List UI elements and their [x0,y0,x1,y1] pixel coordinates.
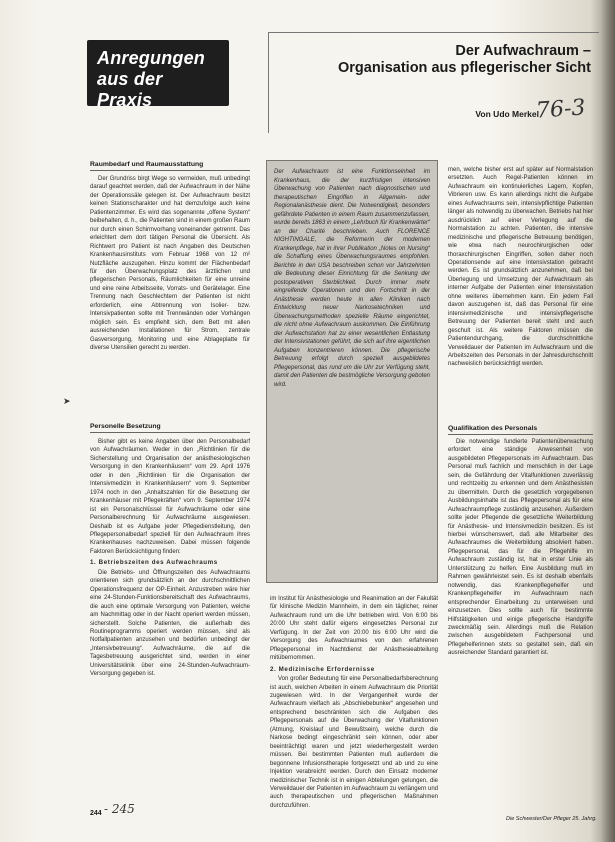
text-column-2 [270,595,438,810]
author-line: Von Udo Merkel [475,109,539,119]
section-badge [87,40,229,110]
divider [448,434,593,435]
punch-mark-icon: ➤ [63,396,71,406]
paragraph: Von großer Bedeutung für eine Personalbedarfsberechnung ist auch, welchen Arbeiten in einem Aufwachraum die Priorität zugewiesen wird. In der Vergangenheit wurde der Aufwachraum vielfach als „Abschiebebunker“ angesehen und entsprechend beschränkten sich die Aufgaben des Pflegepersonals auf die Überwachung der Vitalfunktionen (Atmung, Kreislauf und Bewußtsein), welche durch die Narkose bedingt eingeschränkt sein können, oder aber beeinträchtigt waren und jetzt wiederhergestellt werden müssen. Bei bestimmten Patienten muß außerdem die begonnene Infusionstherapie fortgesetzt und ab und zu eine Injektion verabreicht werden. Durch den Einsatz moderner medizinischer Technik ist in einigen Abteilungen gelungen, die Verweildauer der Patienten im Aufwachraum zu verlängern und auch therapeutischen und pflegerischen Maßnahmen durchzuführen. [270,676,438,809]
badge-line-2: aus der Praxis [97,69,163,110]
paragraph: Bisher gibt es keine Angaben über den Personalbedarf von Aufwachräumen. Weder in den „Richtlinien für die Sicherstellung und Organisation der anästhesiologischen Versorgung in den Krankenhäusern“ vom 29. April 1976 oder in den „Richtlinien für die Organisation der Intensivmedizin in Krankenhäusern“ vom 9. September 1974 noch in den „Anhaltszahlen für die Besetzung der Krankenhäuser mit Pflegekräften“ vom 9. September 1974 ist ein Personalschlüssel für Aufwachräume oder eine Personalberechnung für Aufwachräume ausgewiesen. Deshalb ist es Aufgabe jeder Pflegedienstleitung, den Pflegepersonalbedarf speziell für den Aufwachraum ihres Krankenhauses nachzuweisen. Dabei müssen folgende Faktoren Berücksichtigung finden: [90,439,250,555]
heading-personelle-besetzung: Personelle Besetzung [90,423,161,430]
text-column-3 [448,166,593,369]
paragraph: men, welche bisher erst auf später auf Normalstation ersetzten. Auch Regel-Patienten können im Aufwachraum ein kontinuierliches Lagern, Kopfen, Vibrieren usw. Es kann allerdings nicht die Aufgabe eines Aufwachraums sein, intensivpflichtige Patienten länger als notwendig zu überwachen. Betriebs hat hier ausdrücklich auf einer Verlegung auf die Normalstation zu achten. Patienten, die intensive medizinische und pflegerische Betreuung benötigen, wie etwa nach neurochirurgischen oder thoraxchirurgischen Eingriffen, sollen daher noch Operationsende auf eine Intensivstation gebracht werden. Es ist grundsätzlich anzunehmen, daß bei Überlegung und Umsetzung der Aufwachraum als interner Aufgabe der Patienten einer Intensivstation ohne weiteres übernehmen kann. Ein jedem Fall davon auszugehen ist, daß das Personal für eine intensivmedizinische und intensivpflegerische Betreuung der Patienten bereit steht und auch geschult ist. Als weitere Faktoren müssen die Patientendurchgang, die durchschnittliche Verweildauer der Patienten im Aufwachraum und die Arbeitszeiten des Personals in der Jahresdurchschnitt nachweislich berücksichtigt werden. [448,167,593,368]
divider [90,432,250,433]
subheading-medizinische-erfordernisse: 2. Medizinische Erfordernisse [270,665,375,673]
page-edge-shadow [601,0,615,842]
paragraph: Die notwendige fundierte Patientenüberwachung erfordert eine ständige Anwesenheit von ausgebildeten Pflegepersonals im Aufwachraum. Das Personal muß fachlich und menschlich in der Lage sein, die Gefährdung der Vitalfunktionen zuverlässig und rechtzeitig zu erkennen und dem Anästhesisten zu übermitteln. Durch die gesetzlich vorgegebenen Ausbildungsinhalte ist das Pflegepersonal als für eine Aufwachraumpflege zuständig anzusehen. Außerdem sollte jeder Pflegende die gesetzliche Weiterbildung für Anästhesie- und Intensivmedizin besitzen. Es ist hierbei wünschenswert, daß alle Mitarbeiter des Aufwachraumes die Weiterbildung absolviert haben. Pflegepersonal, das für die Pflegehilfe im Aufwachraum zuständig ist, hat in erster Linie als Unterstützung zu helfen. Eine Ausbildung muß im Rahmen gewährleistet sein. Es ist deshalb ebenfalls notwendig, das Krankenpflegehelfer und Krankenpflegehelfer im Aufwachraum nach entsprechender Einarbeitung zu unterweisen und einzusetzen. Dies sollte auch für bestimmte Hilfstätigkeiten und einige pflegerische Handgriffe zweckmäßig sein. Allerdings muß die Relation zwischen ausgebildetem Fachpersonal und Pflegehelferinnen stets so gestaltet sein, daß ein ausreichender Standard garantiert ist. [448,439,593,657]
heading-qualifikation: Qualifikation des Personals [448,425,538,432]
subheading-betriebszeiten: 1. Betriebszeiten des Aufwachraums [90,559,218,567]
title-line-2: Organisation aus pflegerischer Sicht [337,60,591,76]
divider [90,170,250,171]
intro-text: Der Aufwachraum ist eine Funktionseinheit im Krankenhaus, die der kurzfristigen intensiven Überwachung von Patienten nach diagnostischen und therapeutischen Eingriffen in Allgemein- oder Regionalanästhesie dient. Die Notwendigkeit, besonders gefährdete Patienten in einem Raum zusammenzufassen, wurde bereits 1863 in einem „Lehrbuch für Krankenwärter“ an der Charité beschrieben. Auch FLORENCE NIGHTINGALE, die Reformerin der modernen Krankenpflege, hat in ihrer Publikation „Notes on Nursing“ die Schaffung eines Überwachungsraumes empfohlen. Berichte in den USA beschreiben schon vor Jahrzehnten die Bedeutung dieser Einrichtung für die Senkung der postoperativen Sterblichkeit. Durch immer mehr eingreifende Operationen und den Fortschritt in der Anästhesie werden heute in allen Kliniken nach Entwicklung neuer Narkosetechniken und Überwachungsmethoden spezielle Räume eingerichtet, die nicht ohne Aufwachraum auskommen. Die Einführung der Aufwachstation hat zu einer wesentlichen Entlastung der Intensivstationen geführt, die sich auf ihre eigentlichen Aufgaben konzentrieren können. Die pflegerische Betreuung erfolgt durch speziell ausgebildetes Pflegepersonal, das rund um die Uhr zur Verfügung steht, damit den Patienten die bestmögliche Versorgung geboten wird. [274,169,430,388]
title-line-1: Der Aufwachraum – [455,43,591,59]
heading-raumbedarf: Raumbedarf und Raumausstattung [90,161,204,168]
text-raumbedarf [90,175,250,353]
paragraph: Der Grundriss birgt Wege so vermeiden, muß unbedingt darauf geachtet werden, daß der Aufwachraum in der Nähe der Operationssäle gelegen ist. Der Aufwachraum besitzt keinen Stationscharakter und hat demzufolge auch keine Patientenzimmer. Es wird das sogenannte „offene System“ beibehalten, d. h., die Patienten sind in einem großen Raum nur durch einen Schirmvorhang voneinander getrennt. Das erleichtert dem dort tätigen Personal die Übersicht. Als Richtwert pro Patient ist nach Angaben des Deutschen Krankenhausinstituts vom Februar 1968 von 12 m² Nutzfläche auszugehen. Hinzu kommt der Flächenbedarf für den Überwachungsplatz des ärztlichen und pflegerischen Personals, Räumlichkeiten für eine unreine und eine reine Arbeitsseite, Vorrats- und Gerätelager. Eine Trennung nach Geschlechtern der Patienten ist nicht erforderlich, eine Abtrennung von Isolier- bzw. Intensivpatienten sollte mit Trennwänden oder Vorhängen möglich sein. Es empfiehlt sich, dem Bett mit allen ausreichenden Installationen für Strom, zentrale Gasversorgung, Monitoring und eine Ablageplatte für diverse Utensilien gerecht zu werden. [90,176,250,352]
paragraph: im Institut für Anästhesiologie und Reanimation an der Fakultät für klinische Medizin Mannheim, in dem ein täglicher, reiner Aufwachraum rund um die Uhr betrieben wird. Von 6:00 bis 20:00 Uhr steht dafür eigens eingesetztes Personal zur Verfügung. In der Zeit von 20:00 bis 6:00 Uhr wird die Versorgung des Aufwachraumes von den erfahrenen Pflegepersonal im Nachtdienst der Anästhesieabteilung mitübernommen. [270,596,438,662]
text-personelle-besetzung [90,438,250,679]
intro-box [266,160,438,583]
article-title [269,43,591,77]
journal-footer: Die Schwester/Der Pfleger 25. Jahrg. [506,816,597,822]
handwritten-reference: 76-3 [534,95,586,124]
page-number: 244 [90,810,102,817]
handwritten-page-number: - 245 [104,802,135,816]
title-block [268,32,599,133]
paragraph: Die Betriebs- und Öffnungszeiten des Aufwachraums orientieren sich grundsätzlich an der durchschnittlichen Operationsfrequenz der OP-Einheit. Anzustreben wäre hier eine 24-Stunden-Funktionsbereitschaft des Aufwachraums, die auch eine optimale Versorgung von Patienten, welche am Nachmittag oder in der Nacht operiert werden müssen, sicherstellt. Solche Patienten, die außerhalb des Routineprogramms operiert werden müssen, sind als Notfallpatienten anzusehen und bedürfen unbedingt der „Intensivbetreuung“. Aufwachräume, die auf die Tagesbetreuung ausgerichtet sind, werden in einer Universitätsklinik über eine 24-Stunden-Aufwachraum-Versorgung gegeben ist. [90,569,250,678]
badge-line-1: Anregungen [97,48,205,68]
text-qualifikation [448,438,593,658]
